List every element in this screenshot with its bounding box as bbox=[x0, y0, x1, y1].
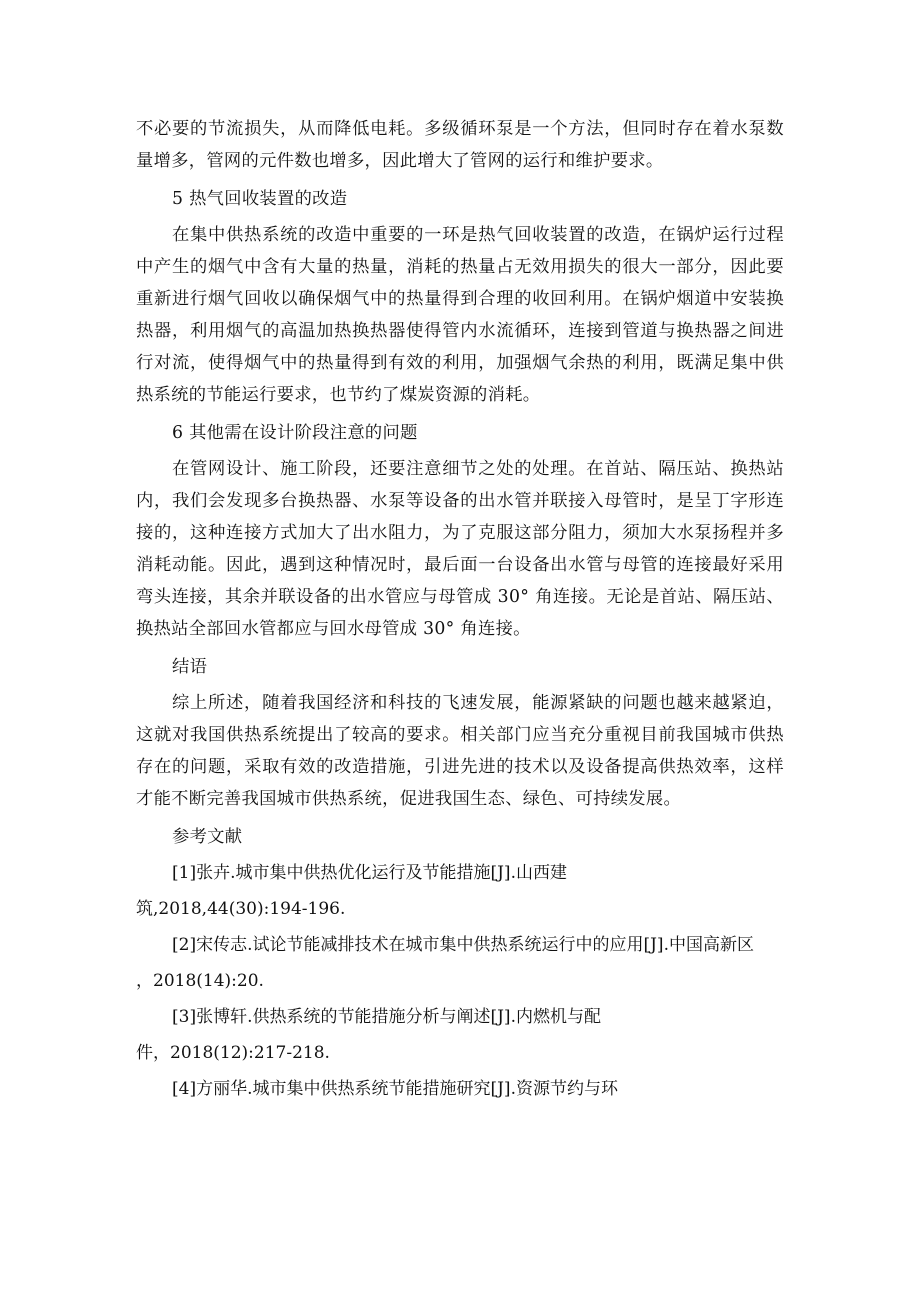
reference-line: [2]宋传志.试论节能减排技术在城市集中供热系统运行中的应用[J].中国高新区 bbox=[172, 935, 754, 955]
reference-item bbox=[136, 929, 784, 997]
reference-list bbox=[136, 857, 784, 1105]
reference-line: 筑,2018,44(30):194-196. bbox=[136, 899, 346, 919]
reference-item bbox=[136, 857, 784, 925]
reference-line: [4]方丽华.城市集中供热系统节能措施研究[J].资源节约与环 bbox=[172, 1079, 618, 1099]
reference-line: 件，2018(12):217-218. bbox=[136, 1043, 330, 1063]
conclusion-heading: 结语 bbox=[172, 657, 208, 677]
body-paragraph: 在集中供热系统的改造中重要的一环是热气回收装置的改造，在锅炉运行过程中产生的烟气中含有大量的热量，消耗的热量占无效用损失的很大一部分，因此要重新进行烟气回收以确保烟气中的热量得到合理的收回利用。在锅炉烟道中安装换热器，利用烟气的高温加热换热器使得管内水流循环，连接到管道与换热器之间进行对流，使得烟气中的热量得到有效的利用，加强烟气余热的利用，既满足集中供热系统的节能运行要求，也节约了煤炭资源的消耗。 bbox=[136, 225, 784, 405]
body-paragraph: 在管网设计、施工阶段，还要注意细节之处的处理。在首站、隔压站、换热站内，我们会发现多台换热器、水泵等设备的出水管并联接入母管时，是呈丁字形连接的，这种连接方式加大了出水阻力，为了克服这部分阻力，须加大水泵扬程并多消耗动能。因此，遇到这种情况时，最后面一台设备出水管与母管的连接最好采用弯头连接，其余并联设备的出水管应与母管成 30° 角连接。无论是首站、隔压站、换热站全部回水管都应与回水母管成 30° 角连接。 bbox=[136, 459, 784, 639]
document-body bbox=[136, 113, 784, 1105]
body-paragraph: 不必要的节流损失，从而降低电耗。多级循环泵是一个方法，但同时存在着水泵数量增多，管网的元件数也增多，因此增大了管网的运行和维护要求。 bbox=[136, 119, 784, 171]
reference-item bbox=[136, 1001, 784, 1069]
reference-line: ，2018(14):20. bbox=[136, 971, 264, 991]
conclusion-paragraph: 综上所述，随着我国经济和科技的飞速发展，能源紧缺的问题也越来越紧迫，这就对我国供热系统提出了较高的要求。相关部门应当充分重视目前我国城市供热存在的问题，采取有效的改造措施，引进先进的技术以及设备提高供热效率，这样才能不断完善我国城市供热系统，促进我国生态、绿色、可持续发展。 bbox=[136, 693, 784, 809]
reference-line: [1]张卉.城市集中供热优化运行及节能措施[J].山西建 bbox=[172, 863, 567, 883]
section-heading-6: 6 其他需在设计阶段注意的问题 bbox=[172, 423, 418, 443]
reference-line: [3]张博轩.供热系统的节能措施分析与阐述[J].内燃机与配 bbox=[172, 1007, 601, 1027]
references-heading: 参考文献 bbox=[172, 827, 243, 847]
reference-item bbox=[136, 1073, 784, 1105]
section-heading-5: 5 热气回收装置的改造 bbox=[172, 189, 348, 209]
